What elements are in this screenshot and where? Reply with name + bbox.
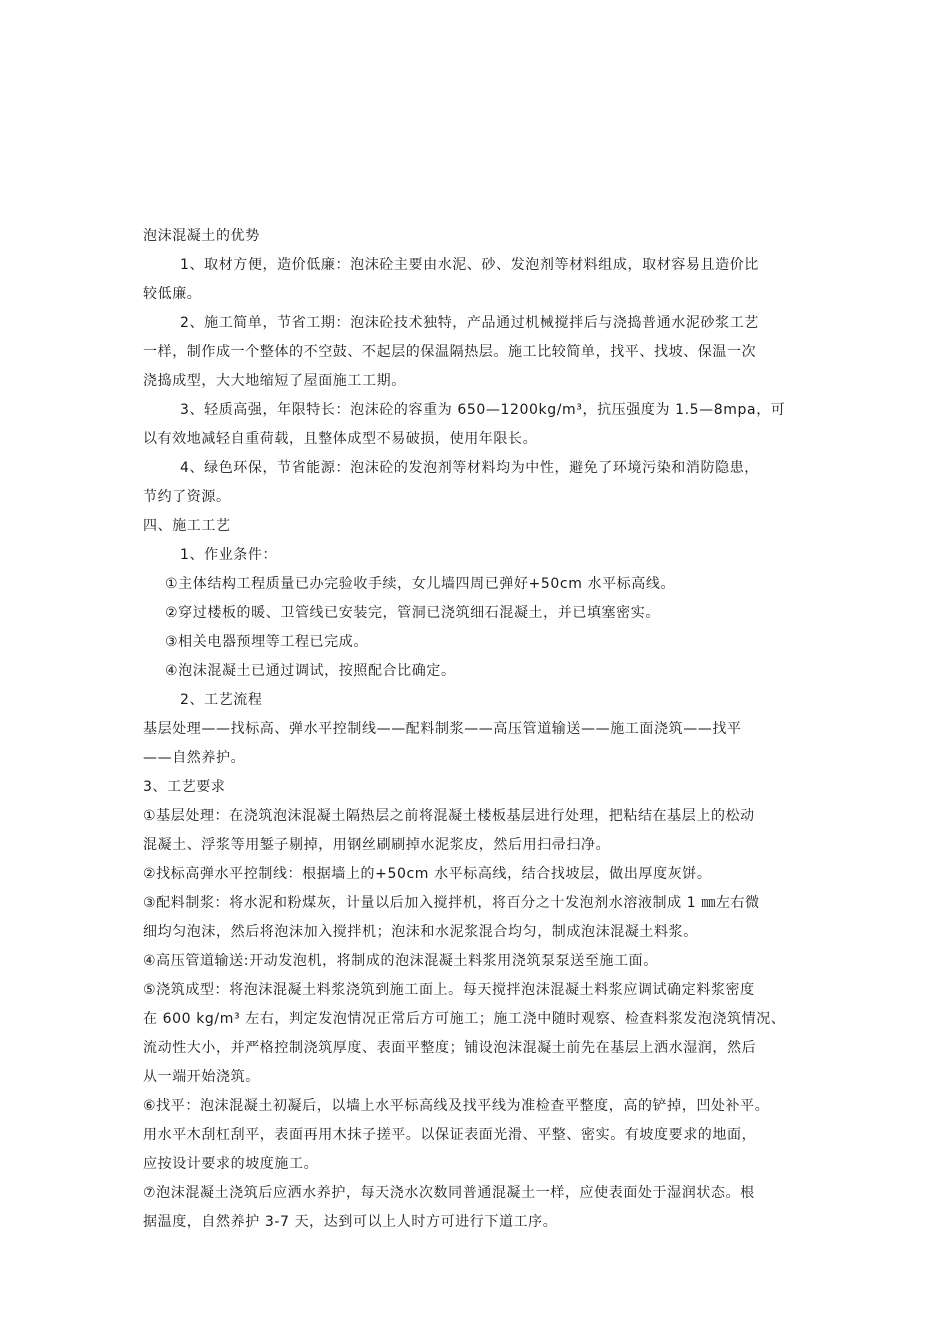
text-line: ⑤浇筑成型：将泡沫混凝土料浆浇筑到施工面上。每天搅拌泡沫混凝土料浆应调试确定料浆密度 xyxy=(143,982,755,998)
text-line: 2、施工简单，节省工期：泡沫砼技术独特，产品通过机械搅拌后与浇捣普通水泥砂浆工艺 xyxy=(180,315,759,331)
text-line: ③配料制浆：将水泥和粉煤灰，计量以后加入搅拌机，将百分之十发泡剂水溶液制成 1 ㎜左右微 xyxy=(143,895,760,911)
text-line: 3、轻质高强，年限特长：泡沫砼的容重为 650—1200kg/m³，抗压强度为 1.5—8mpa，可 xyxy=(180,402,786,418)
text-line: ①主体结构工程质量已办完验收手续，女儿墙四周已弹好+50cm 水平标高线。 xyxy=(165,576,676,592)
text-line: 较低廉。 xyxy=(143,286,202,302)
text-line: ④泡沫混凝土已通过调试，按照配合比确定。 xyxy=(165,663,456,679)
document-title: 泡沫混凝土的优势 xyxy=(143,228,260,244)
text-line: 在 600 kg/m³ 左右，判定发泡情况正常后方可施工；施工浇中随时观察、检查料浆发泡浇筑情况、 xyxy=(143,1011,786,1027)
text-line: ④高压管道输送:开动发泡机，将制成的泡沫混凝土料浆用浇筑泵泵送至施工面。 xyxy=(143,953,658,969)
text-line: 流动性大小，并严格控制浇筑厚度、表面平整度；铺设泡沫混凝土前先在基层上洒水湿润，然后 xyxy=(143,1040,757,1056)
text-line: ③相关电器预埋等工程已完成。 xyxy=(165,634,368,650)
text-line: 从一端开始浇筑。 xyxy=(143,1069,260,1085)
text-line: 细均匀泡沫，然后将泡沫加入搅拌机；泡沫和水泥浆混合均匀，制成泡沫混凝土料浆。 xyxy=(143,924,698,940)
text-line: 一样，制作成一个整体的不空鼓、不起层的保温隔热层。施工比较简单，找平、找坡、保温一次 xyxy=(143,344,757,360)
text-line: 四、施工工艺 xyxy=(143,518,231,534)
text-line: ⑦泡沫混凝土浇筑后应洒水养护，每天浇水次数同普通混凝土一样，应使表面处于湿润状态。根 xyxy=(143,1185,755,1201)
text-line: 4、绿色环保，节省能源：泡沫砼的发泡剂等材料均为中性，避免了环境污染和消防隐患， xyxy=(180,460,759,476)
text-line: 用水平木刮杠刮平，表面再用木抹子搓平。以保证表面光滑、平整、密实。有坡度要求的地面， xyxy=(143,1127,757,1143)
text-line: ⑥找平：泡沫混凝土初凝后，以墙上水平标高线及找平线为准检查平整度，高的铲掉，凹处补平。 xyxy=(143,1098,770,1114)
text-line: 浇捣成型，大大地缩短了屋面施工工期。 xyxy=(143,373,406,389)
text-line: 1、作业条件： xyxy=(180,547,278,563)
text-line: 2、工艺流程 xyxy=(180,692,263,708)
text-line: 据温度，自然养护 3-7 天，达到可以上人时方可进行下道工序。 xyxy=(143,1214,558,1230)
text-line: ②找标高弹水平控制线：根据墙上的+50cm 水平标高线，结合找坡层，做出厚度灰饼。 xyxy=(143,866,712,882)
text-line: 节约了资源。 xyxy=(143,489,231,505)
text-line: ——自然养护。 xyxy=(143,750,246,766)
text-line: 3、工艺要求 xyxy=(143,779,226,795)
text-line: 混凝土、浮浆等用錾子剔掉，用钢丝刷刷掉水泥浆皮，然后用扫帚扫净。 xyxy=(143,837,611,853)
text-line: 以有效地减轻自重荷载，且整体成型不易破损，使用年限长。 xyxy=(143,431,538,447)
text-line: ①基层处理：在浇筑泡沫混凝土隔热层之前将混凝土楼板基层进行处理，把粘结在基层上的松动 xyxy=(143,808,755,824)
document-body xyxy=(143,222,811,1237)
text-line: 基层处理——找标高、弹水平控制线——配料制浆——高压管道输送——施工面浇筑——找平 xyxy=(143,721,742,737)
text-line: 1、取材方便，造价低廉：泡沫砼主要由水泥、砂、发泡剂等材料组成，取材容易且造价比 xyxy=(180,257,759,273)
text-line: ②穿过楼板的暖、卫管线已安装完，管洞已浇筑细石混凝土，并已填塞密实。 xyxy=(165,605,660,621)
text-line: 应按设计要求的坡度施工。 xyxy=(143,1156,319,1172)
